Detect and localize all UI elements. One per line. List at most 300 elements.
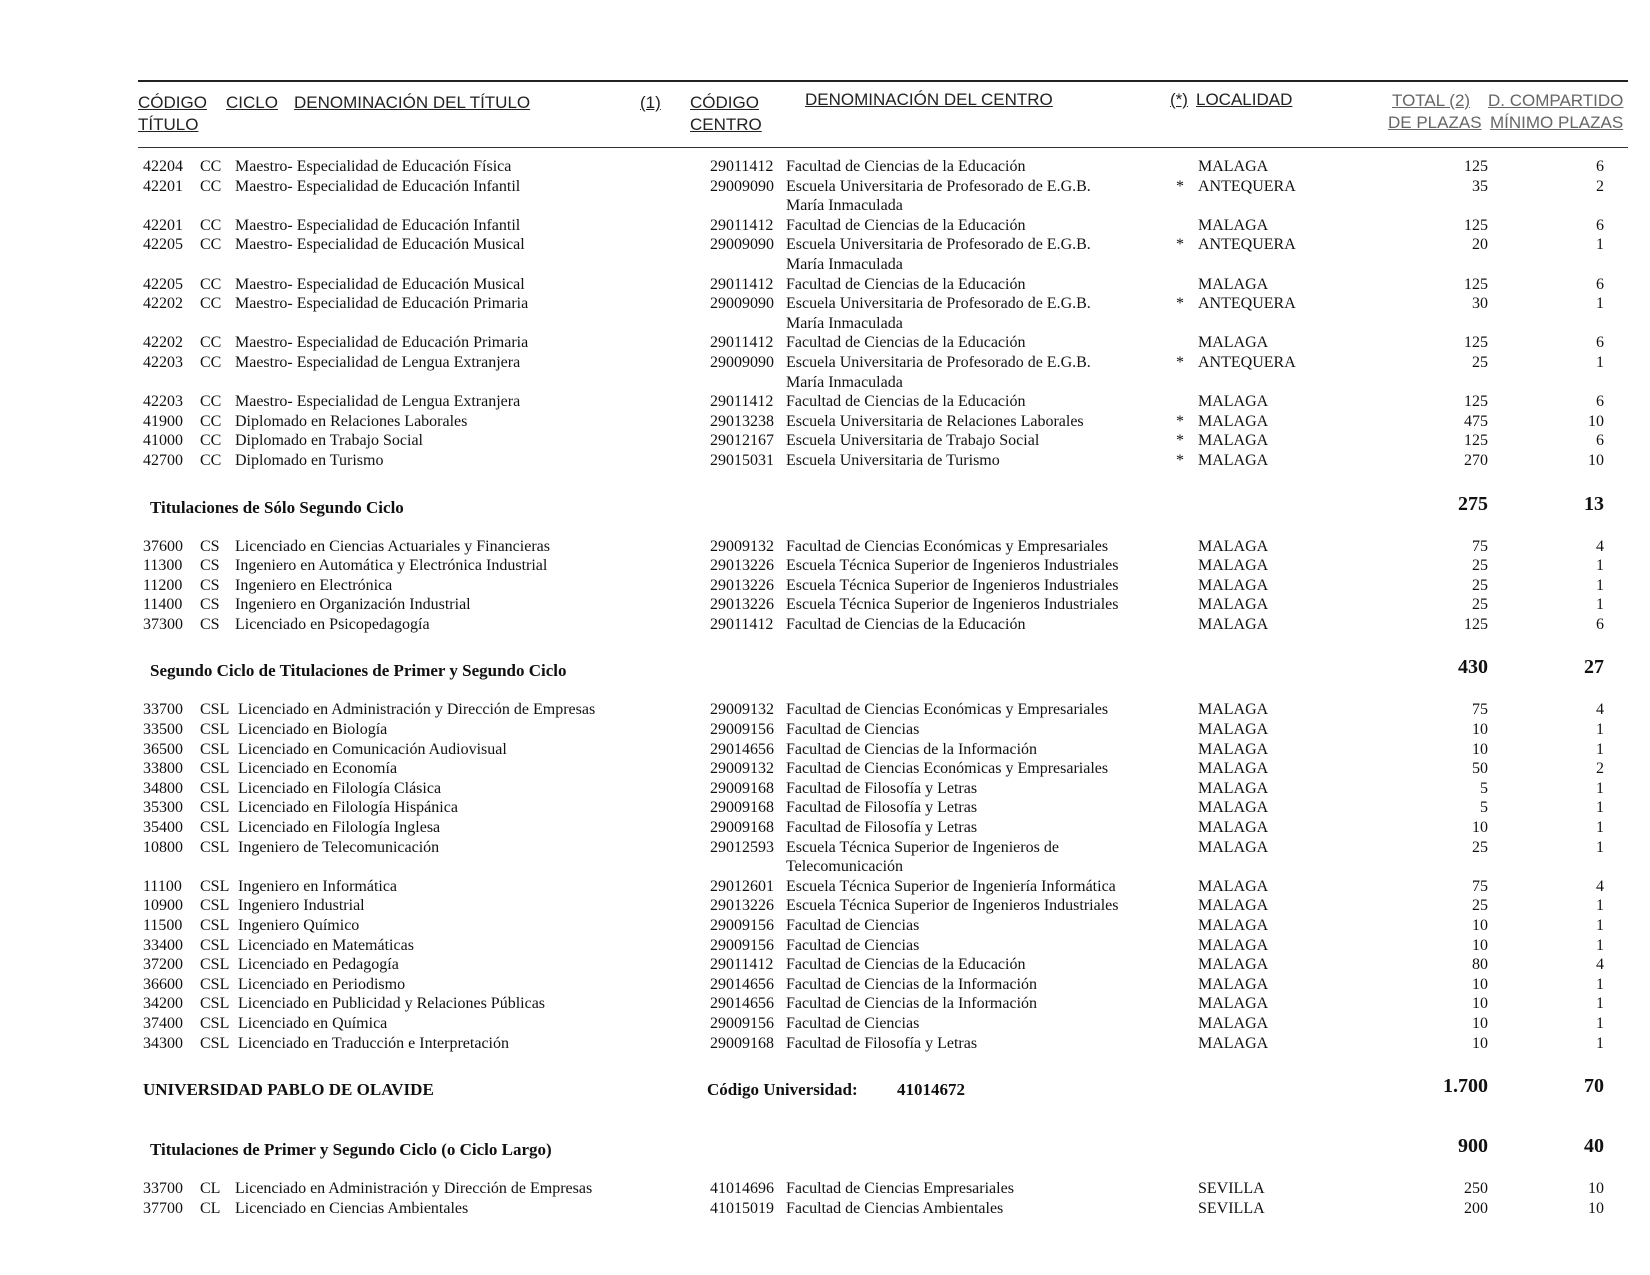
- block-ciclo-largo: [0, 1179, 1650, 1218]
- codigo-titulo: 42202: [143, 295, 183, 313]
- minimo-plazas: 6: [1596, 275, 1604, 293]
- denominacion-titulo: Maestro- Especialidad de Educación Musical: [235, 275, 525, 293]
- localidad: SEVILLA: [1198, 1199, 1265, 1217]
- denominacion-titulo: Licenciado en Publicidad y Relaciones Públicas: [238, 995, 546, 1013]
- codigo-titulo: 10800: [143, 838, 183, 856]
- ciclo: CL: [200, 1180, 221, 1198]
- table-row: [0, 216, 1650, 236]
- codigo-titulo: 33800: [143, 760, 183, 778]
- denominacion-centro: Escuela Universitaria de Profesorado de E.G.B.: [786, 295, 1091, 313]
- denominacion-centro-linea-2: María Inmaculada: [786, 255, 903, 273]
- localidad: ANTEQUERA: [1198, 353, 1296, 371]
- ciclo: CC: [200, 393, 222, 411]
- total-plazas: 75: [1472, 537, 1488, 555]
- ciclo: CSL: [200, 740, 230, 758]
- table-row: [0, 975, 1650, 995]
- denominacion-centro: Facultad de Ciencias Económicas y Empresariales: [786, 701, 1109, 719]
- total-plazas: 25: [1472, 557, 1488, 575]
- denominacion-centro: Escuela Universitaria de Profesorado de E.G.B.: [786, 236, 1091, 254]
- total-plazas: 125: [1464, 615, 1488, 633]
- ciclo: CL: [200, 1199, 221, 1217]
- denominacion-titulo: Licenciado en Biología: [238, 721, 388, 739]
- codigo-titulo: 42205: [143, 275, 183, 293]
- localidad: MALAGA: [1198, 1014, 1269, 1032]
- header-codigo-centro-1: CÓDIGO: [690, 93, 759, 112]
- minimo-plazas: 1: [1596, 721, 1604, 739]
- ciclo: CSL: [200, 995, 230, 1013]
- total-plazas: 10: [1472, 936, 1488, 954]
- ciclo: CC: [200, 353, 222, 371]
- minimo-plazas: 1: [1596, 557, 1604, 575]
- section-segundo-ciclo-primer-segundo: [0, 634, 1650, 694]
- table-row: [0, 955, 1650, 975]
- ciclo: CC: [200, 295, 222, 313]
- denominacion-centro: Facultad de Ciencias de la Educación: [786, 393, 1026, 411]
- denominacion-titulo: Ingeniero en Informática: [238, 877, 398, 895]
- codigo-titulo: 42201: [143, 216, 183, 234]
- localidad: MALAGA: [1198, 721, 1269, 739]
- denominacion-centro: Escuela Técnica Superior de Ingenieros Industriales: [786, 596, 1119, 614]
- denominacion-centro: Facultad de Ciencias de la Información: [786, 995, 1038, 1013]
- denominacion-titulo: Maestro- Especialidad de Educación Primaria: [235, 334, 529, 352]
- denominacion-centro: Escuela Técnica Superior de Ingeniería Informática: [786, 877, 1116, 895]
- section-title: Segundo Ciclo de Titulaciones de Primer y Segundo Ciclo: [150, 661, 567, 681]
- minimo-plazas: 1: [1596, 819, 1604, 837]
- minimo-plazas: 1: [1596, 975, 1604, 993]
- localidad: MALAGA: [1198, 819, 1269, 837]
- codigo-centro: 29011412: [710, 275, 774, 293]
- total-plazas: 75: [1472, 701, 1488, 719]
- minimo-plazas: 6: [1596, 216, 1604, 234]
- asterisco-marca: *: [1176, 412, 1184, 430]
- localidad: MALAGA: [1198, 995, 1269, 1013]
- denominacion-titulo: Maestro- Especialidad de Educación Infantil: [235, 177, 521, 195]
- minimo-plazas: 1: [1596, 236, 1604, 254]
- codigo-centro: 29009156: [710, 917, 774, 934]
- block-solo-segundo-ciclo: [0, 537, 1650, 635]
- codigo-centro: 29011412: [710, 216, 774, 234]
- ciclo: CSL: [200, 936, 230, 954]
- codigo-titulo: 37400: [143, 1014, 183, 1032]
- ciclo: CC: [200, 432, 222, 450]
- minimo-plazas: 1: [1596, 799, 1604, 817]
- localidad: MALAGA: [1198, 615, 1269, 633]
- table-row: [0, 392, 1650, 412]
- codigo-centro: 29009090: [710, 295, 774, 313]
- header-denominacion-titulo: DENOMINACIÓN DEL TÍTULO: [294, 93, 531, 112]
- denominacion-titulo: Diplomado en Relaciones Laborales: [235, 412, 468, 430]
- total-plazas: 10: [1472, 721, 1488, 739]
- ciclo: CS: [200, 557, 220, 575]
- header-top-rule: [138, 80, 1628, 82]
- minimo-plazas: 1: [1596, 353, 1604, 371]
- localidad: MALAGA: [1198, 275, 1269, 293]
- codigo-titulo: 42203: [143, 353, 183, 371]
- minimo-plazas: 4: [1596, 956, 1604, 974]
- minimo-plazas: 6: [1596, 615, 1604, 633]
- total-plazas: 25: [1472, 596, 1488, 614]
- denominacion-centro: Escuela Técnica Superior de Ingenieros Industriales: [786, 557, 1119, 575]
- total-plazas: 25: [1472, 576, 1488, 594]
- denominacion-titulo: Ingeniero en Electrónica: [235, 576, 393, 594]
- denominacion-titulo: Maestro- Especialidad de Educación Infantil: [235, 216, 521, 234]
- ciclo: CSL: [200, 1014, 230, 1032]
- minimo-plazas: 1: [1596, 596, 1604, 614]
- denominacion-titulo: Licenciado en Ciencias Actuariales y Financieras: [235, 537, 550, 555]
- ciclo: CC: [200, 451, 222, 469]
- total-plazas: 20: [1472, 236, 1488, 254]
- denominacion-titulo: Licenciado en Ciencias Ambientales: [235, 1199, 469, 1217]
- ciclo: CC: [200, 158, 222, 175]
- codigo-titulo: 42205: [143, 236, 183, 254]
- university-total: 1.700: [1443, 1075, 1488, 1098]
- codigo-titulo: 36500: [143, 740, 183, 758]
- denominacion-titulo: Ingeniero de Telecomunicación: [238, 838, 440, 856]
- codigo-centro: 29009168: [710, 1034, 774, 1052]
- denominacion-titulo: Ingeniero en Organización Industrial: [235, 596, 471, 614]
- header-codigo-titulo-2: TÍTULO: [138, 115, 199, 134]
- localidad: MALAGA: [1198, 779, 1269, 797]
- codigo-centro: 29009090: [710, 353, 774, 371]
- denominacion-centro: Facultad de Ciencias Ambientales: [786, 1199, 1004, 1217]
- minimo-plazas: 1: [1596, 995, 1604, 1013]
- codigo-centro: 29014656: [710, 740, 774, 758]
- denominacion-centro: Facultad de Ciencias Económicas y Empresariales: [786, 760, 1109, 778]
- denominacion-titulo: Ingeniero en Automática y Electrónica Industrial: [235, 557, 548, 575]
- localidad: MALAGA: [1198, 838, 1269, 856]
- total-plazas: 125: [1464, 432, 1488, 450]
- localidad: SEVILLA: [1198, 1180, 1265, 1198]
- header-total-2: DE PLAZAS: [1388, 113, 1482, 132]
- total-plazas: 125: [1464, 216, 1488, 234]
- codigo-centro: 29009090: [710, 177, 774, 195]
- minimo-plazas: 10: [1588, 412, 1604, 430]
- ciclo: CSL: [200, 819, 230, 837]
- ciclo: CSL: [200, 779, 230, 797]
- table-row: [0, 896, 1650, 916]
- codigo-titulo: 42204: [143, 158, 183, 175]
- denominacion-titulo: Licenciado en Administración y Dirección de Empresas: [235, 1180, 593, 1198]
- denominacion-titulo: Licenciado en Pedagogía: [238, 956, 399, 974]
- codigo-centro: 29009132: [710, 537, 774, 555]
- denominacion-titulo: Ingeniero Industrial: [238, 897, 365, 915]
- denominacion-titulo: Maestro- Especialidad de Lengua Extranjera: [235, 353, 521, 371]
- ciclo: CSL: [200, 975, 230, 993]
- codigo-titulo: 42700: [143, 451, 183, 469]
- total-plazas: 10: [1472, 819, 1488, 837]
- denominacion-centro-linea-2: Telecomunicación: [786, 858, 904, 876]
- denominacion-centro: Escuela Universitaria de Trabajo Social: [786, 432, 1040, 450]
- ciclo: CS: [200, 576, 220, 594]
- codigo-centro: 29009156: [710, 936, 774, 954]
- localidad: MALAGA: [1198, 975, 1269, 993]
- denominacion-titulo: Licenciado en Administración y Dirección de Empresas: [238, 701, 596, 719]
- total-plazas: 10: [1472, 995, 1488, 1013]
- denominacion-titulo: Licenciado en Filología Clásica: [238, 779, 442, 797]
- denominacion-centro: Facultad de Ciencias de la Educación: [786, 275, 1026, 293]
- codigo-titulo: 34200: [143, 995, 183, 1013]
- table-row: [0, 1014, 1650, 1034]
- section-min: 40: [1584, 1135, 1604, 1158]
- table-row: [0, 1034, 1650, 1054]
- section-total: 275: [1458, 492, 1488, 515]
- codigo-centro: 29013226: [710, 897, 774, 915]
- table-row: [0, 740, 1650, 760]
- minimo-plazas: 6: [1596, 432, 1604, 450]
- codigo-titulo: 33700: [143, 1180, 183, 1198]
- localidad: MALAGA: [1198, 537, 1269, 555]
- ciclo: CSL: [200, 760, 230, 778]
- table-row: [0, 798, 1650, 818]
- codigo-titulo: 11300: [143, 557, 183, 575]
- localidad: MALAGA: [1198, 701, 1269, 719]
- total-plazas: 10: [1472, 740, 1488, 758]
- section-total: 900: [1458, 1135, 1488, 1158]
- localidad: MALAGA: [1198, 1034, 1269, 1052]
- minimo-plazas: 2: [1596, 760, 1604, 778]
- codigo-titulo: 41900: [143, 412, 183, 430]
- denominacion-centro: Facultad de Filosofía y Letras: [786, 1034, 978, 1052]
- header-codigo-titulo-1: CÓDIGO: [138, 93, 207, 112]
- codigo-centro: 29011412: [710, 393, 774, 411]
- section-title: Titulaciones de Sólo Segundo Ciclo: [150, 497, 404, 517]
- codigo-centro: 29009156: [710, 1014, 774, 1032]
- total-plazas: 10: [1472, 1034, 1488, 1052]
- localidad: MALAGA: [1198, 956, 1269, 974]
- denominacion-titulo: Diplomado en Turismo: [235, 451, 384, 469]
- total-plazas: 30: [1472, 295, 1488, 313]
- minimo-plazas: 6: [1596, 158, 1604, 175]
- header-codigo-centro-2: CENTRO: [690, 115, 762, 134]
- denominacion-centro: Facultad de Ciencias: [786, 721, 920, 739]
- codigo-centro: 29009132: [710, 701, 774, 719]
- ciclo: CC: [200, 236, 222, 254]
- codigo-centro: 29009168: [710, 799, 774, 817]
- table-row: [0, 576, 1650, 596]
- total-plazas: 25: [1472, 353, 1488, 371]
- denominacion-centro: Facultad de Ciencias de la Educación: [786, 615, 1026, 633]
- minimo-plazas: 10: [1588, 1180, 1604, 1198]
- total-plazas: 250: [1464, 1180, 1488, 1198]
- codigo-centro: 29015031: [710, 451, 774, 469]
- minimo-plazas: 1: [1596, 779, 1604, 797]
- table-row: [0, 451, 1650, 471]
- header-compartido-2: MÍNIMO PLAZAS: [1490, 113, 1624, 132]
- codigo-titulo: 37200: [143, 956, 183, 974]
- localidad: MALAGA: [1198, 334, 1269, 352]
- ciclo: CC: [200, 177, 222, 195]
- ciclo: CS: [200, 615, 220, 633]
- table-row: [0, 294, 1650, 333]
- codigo-centro: 29011412: [710, 158, 774, 175]
- table-row: [0, 838, 1650, 877]
- codigo-centro: 29012601: [710, 877, 774, 895]
- denominacion-titulo: Ingeniero Químico: [238, 917, 360, 934]
- denominacion-centro: Facultad de Ciencias Empresariales: [786, 1180, 1014, 1198]
- table-row: [0, 700, 1650, 720]
- table-row: [0, 916, 1650, 936]
- codigo-centro: 41015019: [710, 1199, 774, 1217]
- section-ciclo-largo: [0, 1113, 1650, 1173]
- codigo-titulo: 42203: [143, 393, 183, 411]
- university-code: 41014672: [897, 1080, 965, 1100]
- total-plazas: 200: [1464, 1199, 1488, 1217]
- denominacion-centro: Escuela Universitaria de Profesorado de E.G.B.: [786, 353, 1091, 371]
- ciclo: CSL: [200, 838, 230, 856]
- minimo-plazas: 1: [1596, 838, 1604, 856]
- header-total-1: TOTAL (2): [1392, 91, 1471, 110]
- university-code-label: Código Universidad:: [707, 1080, 858, 1100]
- minimo-plazas: 10: [1588, 1199, 1604, 1217]
- ciclo: CSL: [200, 701, 230, 719]
- codigo-titulo: 33700: [143, 701, 183, 719]
- denominacion-titulo: Licenciado en Comunicación Audiovisual: [238, 740, 507, 758]
- denominacion-centro: Facultad de Ciencias: [786, 917, 920, 934]
- block-ciclo-corto: [0, 157, 1650, 471]
- minimo-plazas: 4: [1596, 701, 1604, 719]
- denominacion-centro: Facultad de Ciencias: [786, 1014, 920, 1032]
- codigo-centro: 29013226: [710, 576, 774, 594]
- table-row: [0, 994, 1650, 1014]
- minimo-plazas: 1: [1596, 295, 1604, 313]
- codigo-titulo: 37700: [143, 1199, 183, 1217]
- ciclo: CSL: [200, 721, 230, 739]
- section-min: 13: [1584, 492, 1604, 515]
- table-row: [0, 1179, 1650, 1199]
- table-row: [0, 353, 1650, 392]
- minimo-plazas: 1: [1596, 897, 1604, 915]
- ciclo: CS: [200, 596, 220, 614]
- codigo-centro: 29012593: [710, 838, 774, 856]
- denominacion-titulo: Diplomado en Trabajo Social: [235, 432, 423, 450]
- header-localidad: LOCALIDAD: [1196, 90, 1293, 109]
- codigo-titulo: 42202: [143, 334, 183, 352]
- asterisco-marca: *: [1176, 353, 1184, 371]
- minimo-plazas: 6: [1596, 334, 1604, 352]
- section-min: 27: [1584, 656, 1604, 679]
- codigo-centro: 29013226: [710, 557, 774, 575]
- section-solo-segundo-ciclo: [0, 471, 1650, 531]
- total-plazas: 475: [1464, 412, 1488, 430]
- denominacion-titulo: Licenciado en Economía: [238, 760, 398, 778]
- ciclo: CSL: [200, 956, 230, 974]
- denominacion-titulo: Licenciado en Traducción e Interpretación: [238, 1034, 509, 1052]
- localidad: MALAGA: [1198, 740, 1269, 758]
- denominacion-centro: Facultad de Filosofía y Letras: [786, 799, 978, 817]
- localidad: MALAGA: [1198, 799, 1269, 817]
- denominacion-centro: Escuela Técnica Superior de Ingenieros de: [786, 838, 1059, 856]
- codigo-titulo: 11200: [143, 576, 183, 594]
- asterisco-marca: *: [1176, 236, 1184, 254]
- codigo-titulo: 42201: [143, 177, 183, 195]
- ciclo: CSL: [200, 877, 230, 895]
- minimo-plazas: 1: [1596, 1034, 1604, 1052]
- table-body: [0, 157, 1650, 1218]
- ciclo: CS: [200, 537, 220, 555]
- table-row: [0, 157, 1650, 177]
- codigo-titulo: 33400: [143, 936, 183, 954]
- table-row: [0, 877, 1650, 897]
- denominacion-titulo: Licenciado en Matemáticas: [238, 936, 414, 954]
- table-row: [0, 556, 1650, 576]
- table-row: [0, 818, 1650, 838]
- denominacion-centro-linea-2: María Inmaculada: [786, 314, 903, 332]
- total-plazas: 35: [1472, 177, 1488, 195]
- denominacion-titulo: Maestro- Especialidad de Lengua Extranjera: [235, 393, 521, 411]
- denominacion-titulo: Licenciado en Periodismo: [238, 975, 406, 993]
- denominacion-centro: Facultad de Filosofía y Letras: [786, 819, 978, 837]
- codigo-titulo: 33500: [143, 721, 183, 739]
- total-plazas: 10: [1472, 1014, 1488, 1032]
- total-plazas: 25: [1472, 838, 1488, 856]
- codigo-titulo: 37300: [143, 615, 183, 633]
- header-nota-1: (1): [640, 93, 661, 112]
- minimo-plazas: 1: [1596, 936, 1604, 954]
- minimo-plazas: 1: [1596, 740, 1604, 758]
- table-row: [0, 275, 1650, 295]
- codigo-centro: 29011412: [710, 956, 774, 974]
- denominacion-centro: Facultad de Ciencias de la Información: [786, 975, 1038, 993]
- localidad: ANTEQUERA: [1198, 236, 1296, 254]
- denominacion-centro: Facultad de Ciencias: [786, 936, 920, 954]
- codigo-titulo: 11100: [143, 877, 182, 895]
- codigo-titulo: 11400: [143, 596, 183, 614]
- table-row: [0, 615, 1650, 635]
- table-row: [0, 537, 1650, 557]
- section-total: 430: [1458, 656, 1488, 679]
- minimo-plazas: 2: [1596, 177, 1604, 195]
- total-plazas: 125: [1464, 275, 1488, 293]
- denominacion-titulo: Licenciado en Filología Inglesa: [238, 819, 441, 837]
- denominacion-centro-linea-2: María Inmaculada: [786, 373, 903, 391]
- university-min: 70: [1584, 1075, 1604, 1098]
- ciclo: CC: [200, 412, 222, 430]
- localidad: MALAGA: [1198, 393, 1269, 411]
- codigo-centro: 29013238: [710, 412, 774, 430]
- total-plazas: 125: [1464, 158, 1488, 175]
- section-title: Titulaciones de Primer y Segundo Ciclo (o Ciclo Largo): [150, 1140, 552, 1160]
- codigo-titulo: 11500: [143, 917, 183, 934]
- codigo-centro: 29012167: [710, 432, 774, 450]
- denominacion-centro: Facultad de Ciencias de la Educación: [786, 956, 1026, 974]
- codigo-titulo: 36600: [143, 975, 183, 993]
- codigo-centro: 29009156: [710, 721, 774, 739]
- denominacion-centro: Facultad de Ciencias de la Educación: [786, 216, 1026, 234]
- table-row: [0, 759, 1650, 779]
- table-row: [0, 1199, 1650, 1219]
- block-segundo-ciclo: [0, 700, 1650, 1053]
- minimo-plazas: 4: [1596, 537, 1604, 555]
- total-plazas: 270: [1464, 451, 1488, 469]
- table-row: [0, 177, 1650, 216]
- localidad: MALAGA: [1198, 917, 1269, 934]
- codigo-centro: 41014696: [710, 1180, 774, 1198]
- denominacion-centro-linea-2: María Inmaculada: [786, 197, 903, 215]
- table-row: [0, 936, 1650, 956]
- denominacion-centro: Facultad de Ciencias de la Educación: [786, 158, 1026, 175]
- minimo-plazas: 6: [1596, 393, 1604, 411]
- header-asterisco: (*): [1170, 90, 1188, 109]
- total-plazas: 5: [1480, 779, 1488, 797]
- table-row: [0, 431, 1650, 451]
- total-plazas: 10: [1472, 975, 1488, 993]
- ciclo: CSL: [200, 917, 230, 934]
- minimo-plazas: 1: [1596, 917, 1604, 934]
- denominacion-centro: Facultad de Ciencias de la Educación: [786, 334, 1026, 352]
- total-plazas: 10: [1472, 917, 1488, 934]
- total-plazas: 125: [1464, 334, 1488, 352]
- header-compartido-1: D. COMPARTIDO: [1488, 91, 1624, 110]
